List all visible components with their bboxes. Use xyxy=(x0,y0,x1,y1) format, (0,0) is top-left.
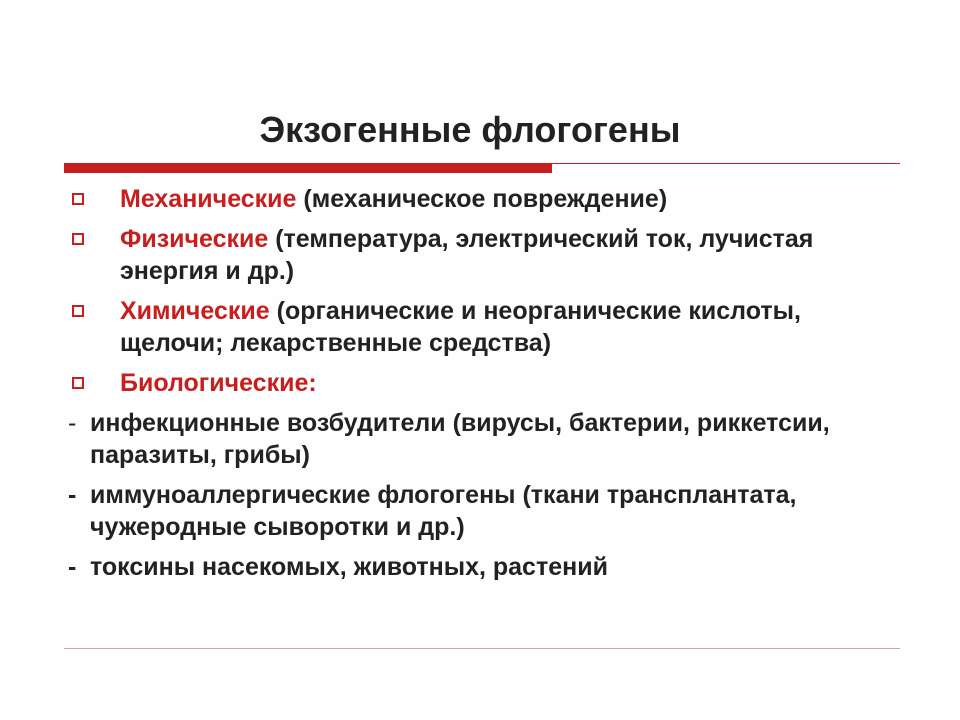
item-text: (температура, электрический ток, лучистая энергия и др.) xyxy=(120,225,814,285)
item-text: токсины насекомых, животных, растений xyxy=(90,553,608,581)
dash-marker: - xyxy=(68,481,77,509)
item-text: инфекционные возбудители (вирусы, бактерии, риккетсии, паразиты, грибы) xyxy=(90,409,830,469)
item-text: (механическое повреждение) xyxy=(296,185,668,213)
item-text: (органические и неорганические кислоты, щелочи; лекарственные средства) xyxy=(120,297,801,357)
list-item-mechanical xyxy=(68,183,898,215)
content-list xyxy=(68,183,898,591)
item-term: Биологические: xyxy=(120,369,317,397)
square-bullet-icon xyxy=(72,377,84,389)
dash-marker: - xyxy=(68,553,77,581)
slide-title: Экзогенные флогогены xyxy=(259,109,681,150)
square-bullet-icon xyxy=(72,305,84,317)
footer-divider xyxy=(64,648,900,649)
list-item-chemical xyxy=(68,295,898,359)
item-term: Физические xyxy=(120,225,269,253)
item-term: Механические xyxy=(120,185,297,213)
list-item-immunoallergic xyxy=(68,479,898,543)
list-item-toxins xyxy=(68,551,898,583)
dash-marker: - xyxy=(68,409,77,437)
list-item-infectious xyxy=(68,407,898,471)
list-item-biological xyxy=(68,367,898,399)
square-bullet-icon xyxy=(72,233,84,245)
list-item-physical xyxy=(68,223,898,287)
item-term: Химические xyxy=(120,297,270,325)
square-bullet-icon xyxy=(72,193,84,205)
title-underline-accent xyxy=(64,163,552,173)
item-text: иммуноаллергические флогогены (ткани трансплантата, чужеродные сыворотки и др.) xyxy=(90,481,797,541)
